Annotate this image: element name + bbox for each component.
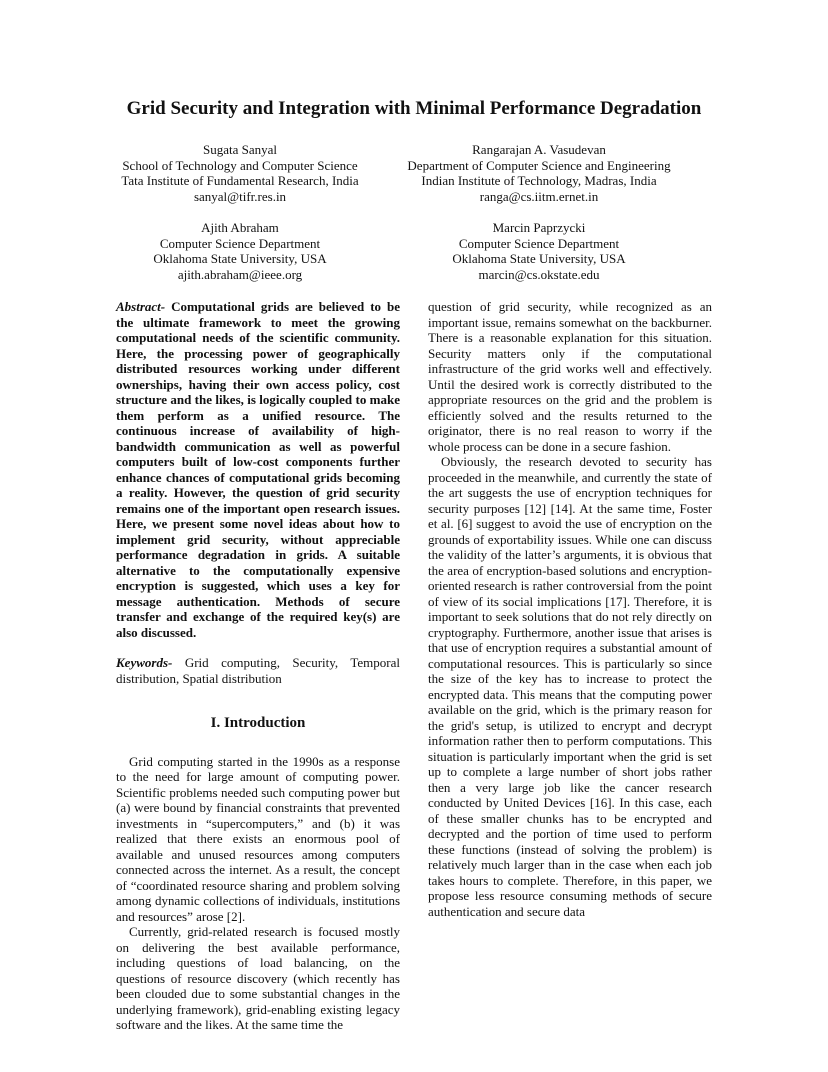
abstract bbox=[116, 299, 400, 640]
right-column bbox=[428, 299, 712, 919]
author-name: Rangarajan A. Vasudevan bbox=[472, 142, 606, 157]
author-block-2 bbox=[393, 142, 685, 204]
author-name: Ajith Abraham bbox=[201, 220, 279, 235]
section-heading-introduction: I. Introduction bbox=[210, 715, 306, 731]
author-affiliation: Computer Science Department bbox=[159, 235, 321, 251]
abstract-text: Computational grids are believed to be the ultimate framework to meet the growing computational needs of the scientific community. Here, the processing power of geographically distributed resources working under different ownerships, having their own access policy, cost structure and the likes, is logically coupled to make them perform as a unified resource. The continuous increase of availability of high-bandwidth communication as well as powerful computers built of low-cost components further enhance chances of computational grids becoming a reality. However, the question of grid security remains one of the important open research issues. Here, we present some novel ideas about how to implement grid security, without appreciable performance degradation in grids. A suitable alternative to the computationally expensive encryption is suggested, which uses a key for message authentication. Methods of secure transfer and exchange of the required key(s) are also discussed. bbox=[116, 299, 400, 640]
author-email: sanyal@tifr.res.in bbox=[193, 188, 287, 204]
author-institution: Tata Institute of Fundamental Research, India bbox=[121, 173, 359, 188]
body-paragraph: Currently, grid-related research is focused mostly on delivering the best available performance, including questions of load balancing, on the questions of resource discovery (which recently has been clouded due to some substantial changes in the underlying framework), grid-enabling existing legacy software and the likes. At the same time the bbox=[116, 924, 400, 1032]
author-institution: Indian Institute of Technology, Madras, India bbox=[421, 173, 657, 188]
body-paragraph: Grid computing started in the 1990s as a response to the need for large amount of computing power. Scientific problems needed such computing power but (a) were bound by financial constraints that prevented investments in “supercomputers,” and (b) it was realized that there exists an enormous pool of available and unused resources among computers connected across the internet. As a result, the concept of “coordinated resource sharing and problem solving among dynamic collections of individuals, institutions and resources” arose [2]. bbox=[116, 753, 400, 924]
author-block-1 bbox=[105, 142, 375, 204]
author-block-4 bbox=[393, 220, 685, 282]
keywords-label: Keywords- bbox=[116, 655, 173, 670]
abstract-label: Abstract- bbox=[116, 299, 166, 314]
author-institution: Oklahoma State University, USA bbox=[452, 251, 626, 266]
body-paragraph: Obviously, the research devoted to security has proceeded in the meanwhile, and currently the state of the art suggests the use of encryption techniques for security purposes [12] [14]. At the same time, Foster et al. [6] suggest to avoid the use of encryption on the grounds of exportability issues. While one can discuss the validity of the latter’s arguments, it is obvious that the area of encryption-based solutions and encryption-oriented research is rather controversial from the point of view of its social implications [17]. Therefore, it is important to seek solutions that do not rely directly on cryptography. Furthermore, another issue that arises is that use of encryption requires a substantial amount of computational resources. This is particularly so since the size of the key has to increase to protect the encrypted data. This means that the computing power available on the grid, which is the primary reason for the grid's setup, is utilized to encrypt and decrypt information rather then to perform computations. This situation is particularly important when the grid is set up to complete a large number of short jobs rather then a very large job like the cancer research conducted by United Devices [16]. In this case, each of these smaller chunks has to be encrypted and decrypted and the portion of time used to perform these functions (instead of solving the problem) is relatively much larger than in the case when each job takes hours to complete. Therefore, in this paper, we propose less resource consuming methods of secure authentication and secure data bbox=[428, 454, 712, 919]
author-email: marcin@cs.okstate.edu bbox=[478, 266, 600, 282]
keywords bbox=[116, 655, 400, 686]
author-block-3 bbox=[105, 220, 375, 282]
author-affiliation: School of Technology and Computer Science bbox=[122, 157, 358, 173]
author-institution: Oklahoma State University, USA bbox=[153, 251, 327, 266]
left-column bbox=[116, 299, 400, 1033]
author-email: ranga@cs.iitm.ernet.in bbox=[479, 188, 599, 204]
keywords-text: Grid computing, Security, Temporal distribution, Spatial distribution bbox=[116, 655, 400, 686]
author-name: Sugata Sanyal bbox=[202, 142, 277, 157]
author-name: Marcin Paprzycki bbox=[492, 220, 586, 235]
paper-title: Grid Security and Integration with Minimal Performance Degradation bbox=[126, 98, 702, 119]
author-affiliation: Department of Computer Science and Engineering bbox=[407, 157, 671, 173]
body-paragraph: question of grid security, while recognized as an important issue, remains somewhat on the backburner. There is a reasonable explanation for this situation. Security matters only if the computational infrastructure of the grid works well and effectively. Until the desired work is correctly distributed to the appropriate resources on the grid and the problem is efficiently solved and the results returned to the originator, there is no real reason to worry if the whole process can be done in a secure fashion. bbox=[428, 299, 712, 454]
author-email: ajith.abraham@ieee.org bbox=[177, 266, 303, 282]
author-affiliation: Computer Science Department bbox=[458, 235, 620, 251]
